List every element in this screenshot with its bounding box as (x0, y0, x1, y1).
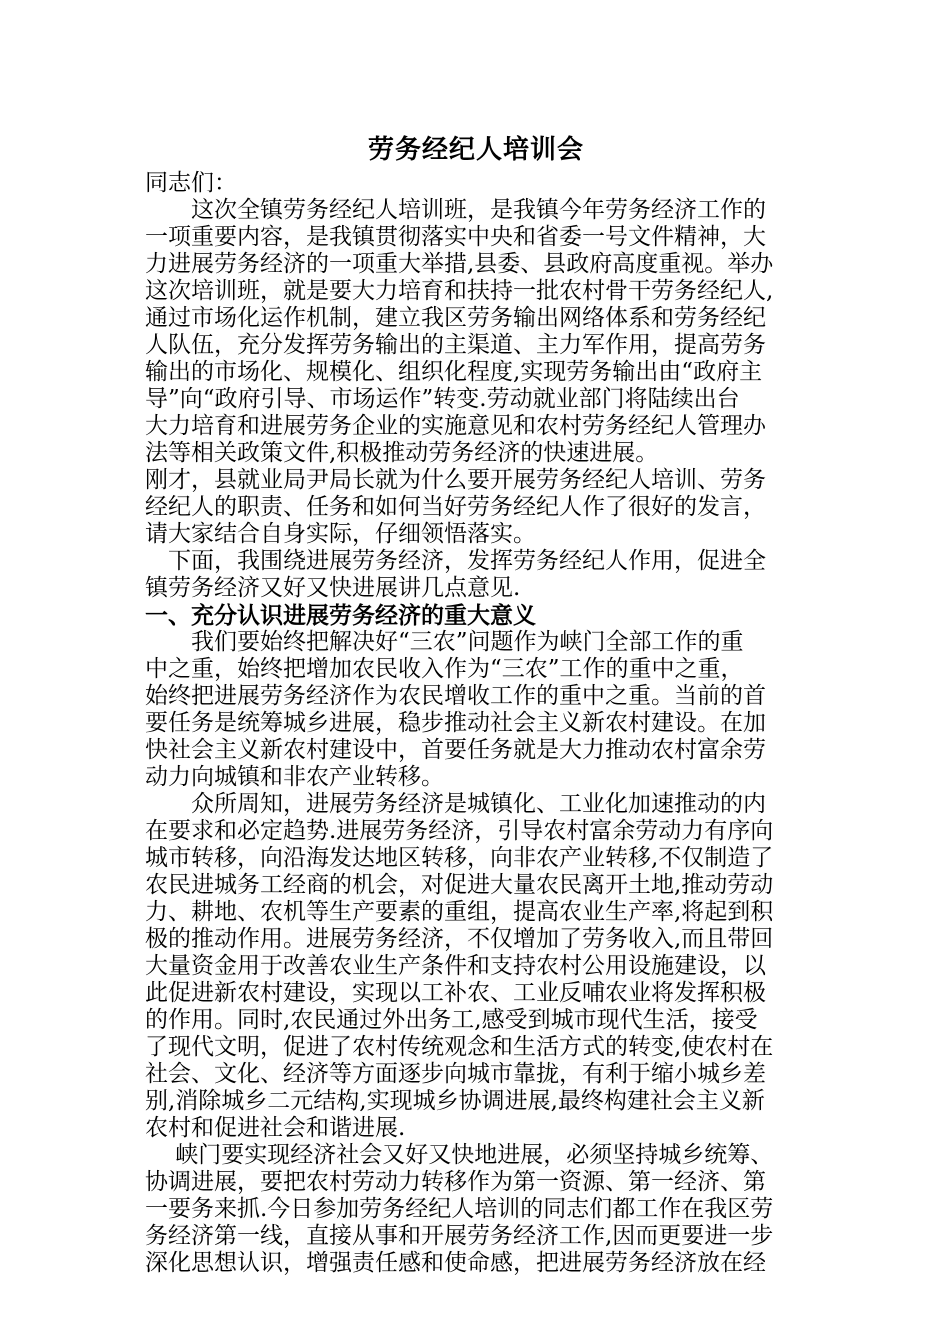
text-line: 一项重要内容，是我镇贯彻落实中央和省委一号文件精神，大 (145, 224, 766, 250)
text-line: 的作用。同时,农民通过外出务工,感受到城市现代生活，接受 (145, 1007, 758, 1033)
text-line: 动力向城镇和非农产业转移。 (145, 764, 444, 790)
text-line: 务经济第一线，直接从事和开展劳务经济工作,因而更要进一步 (145, 1223, 774, 1249)
text-line: 快社会主义新农村建设中，首要任务就是大力推动农村富余劳 (145, 737, 766, 763)
text-line: 城市转移，向沿海发达地区转移，向非农产业转移,不仅制造了 (145, 845, 774, 871)
text-line: 导”向“政府引导、市场运作”转变.劳动就业部门将陆续出台 (145, 386, 740, 412)
text-line: 力、耕地、农机等生产要素的重组，提高农业生产率,将起到积 (145, 899, 774, 925)
text-line: 农民进城务工经商的机会，对促进大量农民离开土地,推动劳动 (145, 872, 774, 898)
salutation (145, 170, 807, 197)
text-line: 力进展劳务经济的一项重大举措,县委、县政府高度重视。举办 (145, 251, 774, 277)
text-line: 峡门要实现经济社会又好又快地进展，必须坚持城乡统筹、 (145, 1142, 774, 1168)
section-heading (145, 602, 807, 629)
paragraph (145, 1142, 807, 1277)
text-line: 始终把进展劳务经济作为农民增收工作的重中之重。当前的首 (145, 683, 766, 709)
text-line: 法等相关政策文件,积极推动劳务经济的快速进展。 (145, 440, 659, 466)
text-line: 这次培训班，就是要大力培育和扶持一批农村骨干劳务经纪人, (145, 278, 774, 304)
text-line: 刚才，县就业局尹局长就为什么要开展劳务经纪人培训、劳务 (145, 467, 766, 493)
text-line: 通过市场化运作机制，建立我区劳务输出网络体系和劳务经纪 (145, 305, 766, 331)
text-line: 经纪人的职责、任务和如何当好劳务经纪人作了很好的发言， (145, 494, 766, 520)
text-line: 大力培育和进展劳务企业的实施意见和农村劳务经纪人管理办 (145, 413, 766, 439)
text-line: 深化思想认识，增强责任感和使命感，把进展劳务经济放在经 (145, 1250, 766, 1276)
text-line: 输出的市场化、规模化、组织化程度,实现劳务输出由“政府主 (145, 359, 763, 385)
text-line: 要任务是统筹城乡进展，稳步推动社会主义新农村建设。在加 (145, 710, 766, 736)
text-line: 我们要始终把解决好“三农”问题作为峡门全部工作的重 (145, 629, 744, 655)
text-line: 别,消除城乡二元结构,实现城乡协调进展,最终构建社会主义新 (145, 1088, 765, 1114)
paragraph-list (145, 170, 807, 1277)
text-line: 中之重，始终把增加农民收入作为“三农”工作的重中之重， (145, 656, 744, 682)
text-line: 一、充分认识进展劳务经济的重大意义 (145, 602, 536, 629)
text-line: 在要求和必定趋势.进展劳务经济，引导农村富余劳动力有序向 (145, 818, 774, 844)
text-line: 此促进新农村建设，实现以工补农、工业反哺农业将发挥积极 (145, 980, 766, 1006)
text-line: 镇劳务经济又好又快进展讲几点意见. (145, 575, 521, 601)
text-line: 众所周知，进展劳务经济是城镇化、工业化加速推动的内 (145, 791, 766, 817)
text-line: 极的推动作用。进展劳务经济，不仅增加了劳务收入,而且带回 (145, 926, 774, 952)
text-line: 同志们： (145, 170, 237, 196)
text-line: 农村和促进社会和谐进展. (145, 1115, 406, 1141)
paragraph (145, 467, 807, 548)
document-body (145, 130, 807, 1277)
paragraph (145, 197, 807, 467)
text-line: 人队伍，充分发挥劳务输出的主渠道、主力军作用，提高劳务 (145, 332, 766, 358)
text-line: 大量资金用于改善农业生产条件和支持农村公用设施建设，以 (145, 953, 766, 979)
paragraph (145, 791, 807, 1142)
paragraph (145, 629, 807, 791)
text-line: 下面，我围绕进展劳务经济，发挥劳务经纪人作用，促进全 (145, 548, 766, 574)
text-line: 了现代文明，促进了农村传统观念和生活方式的转变,使农村在 (145, 1034, 774, 1060)
text-line: 协调进展，要把农村劳动力转移作为第一资源、第一经济、第 (145, 1169, 766, 1195)
text-line: 请大家结合自身实际，仔细领悟落实。 (145, 521, 536, 547)
text-line: 社会、文化、经济等方面逐步向城市靠拢，有利于缩小城乡差 (145, 1061, 766, 1087)
text-line: 这次全镇劳务经纪人培训班，是我镇今年劳务经济工作的 (145, 197, 766, 223)
paragraph (145, 548, 807, 602)
document-title: 劳务经纪人培训会 (367, 135, 584, 165)
text-line: 一要务来抓.今日参加劳务经纪人培训的同志们都工作在我区劳 (145, 1196, 774, 1222)
